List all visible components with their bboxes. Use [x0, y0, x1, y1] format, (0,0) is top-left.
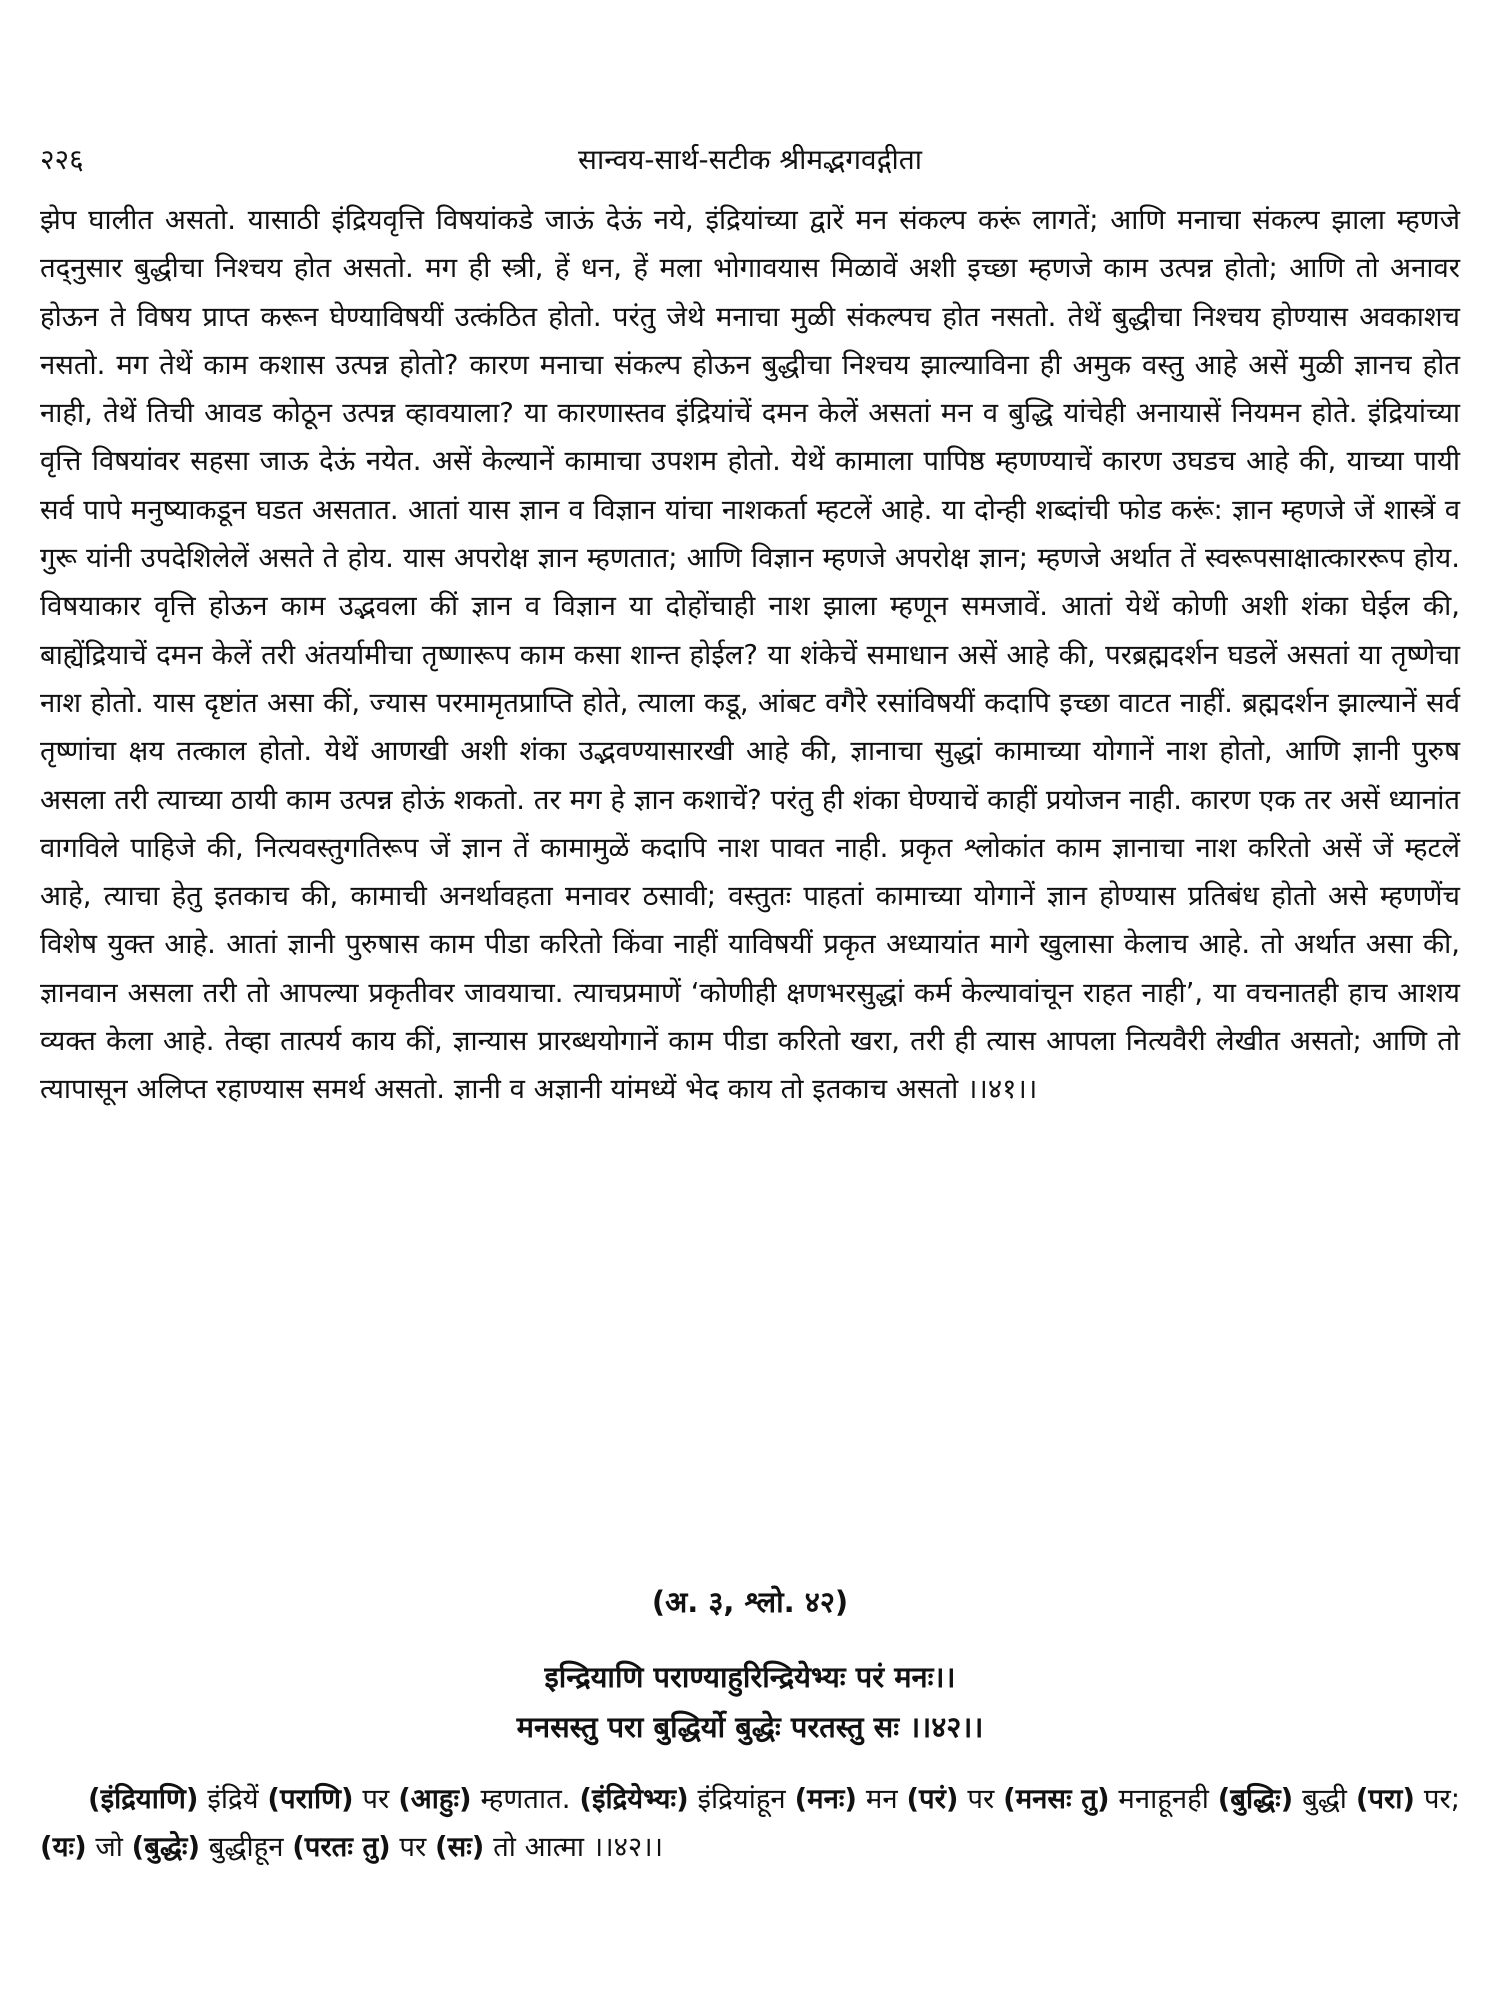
verse-reference: (अ. ३, श्लो. ४२) [651, 1585, 849, 1619]
sanskrit-word: (मनः) [794, 1783, 857, 1815]
word-meaning-paragraph [40, 1775, 1460, 1872]
book-title: सान्वय-सार्थ-सटीक श्रीमद्भगवद्गीता [578, 143, 922, 176]
running-head [40, 138, 1460, 182]
marathi-gloss: म्हणतात. [471, 1783, 580, 1815]
marathi-gloss: जो [86, 1831, 132, 1864]
sanskrit-word: (बुद्धिः) [1217, 1783, 1294, 1815]
sanskrit-word: (यः) [40, 1831, 87, 1864]
sanskrit-word: (सः) [435, 1831, 485, 1864]
sanskrit-word: (परतः तु) [292, 1831, 391, 1864]
commentary-paragraph: झेप घालीत असतो. यासाठी इंद्रियवृत्ति विषयांकडे जाऊं देऊं नये, इंद्रियांच्या द्वारें मन संकल्प करूं लागतें; आणि मनाचा संकल्प झाला म्हणजे तद्नुसार बुद्धीचा निश्चय होत असतो. मग ही स्त्री, हें धन, हें मला भोगावयास मिळावें अशी इच्छा म्हणजे काम उत्पन्न होतो; आणि तो अनावर होऊन ते विषय प्राप्त करून घेण्याविषयीं उत्कंठित होतो. परंतु जेथे मनाचा मुळी संकल्पच होत नसतो. तेथें बुद्धीचा निश्चय होण्यास अवकाशच नसतो. मग तेथें काम कशास उत्पन्न होतो? कारण मनाचा संकल्प होऊन बुद्धीचा निश्चय झाल्याविना ही अमुक वस्तु आहे असें मुळी ज्ञानच होत नाही, तेथें तिची आवड कोठून उत्पन्न व्हावयाला? या कारणास्तव इंद्रियांचें दमन केलें असतां मन व बुद्धि यांचेही अनायासें नियमन होते. इंद्रियांच्या वृत्ति विषयांवर सहसा जाऊ देऊं नयेत. असें केल्यानें कामाचा उपशम होतो. येथें कामाला पापिष्ठ म्हणण्याचें कारण उघडच आहे की, याच्या पायी सर्व पापे मनुष्याकडून घडत असतात. आतां यास ज्ञान व विज्ञान यांचा नाशकर्ता म्हटलें आहे. या दोन्ही शब्दांची फोड करूं: ज्ञान म्हणजे जें शास्त्रें व गुरू यांनी उपदेशिलेलें असते ते होय. यास अपरोक्ष ज्ञान म्हणतात; आणि विज्ञान म्हणजे अपरोक्ष ज्ञान; म्हणजे अर्थात तें स्वरूपसाक्षात्काररूप होय. विषयाकार वृत्ति होऊन काम उद्भवला कीं ज्ञान व विज्ञान या दोहोंचाही नाश झाला म्हणून समजावें. आतां येथें कोणी अशी शंका घेईल की, बाह्येंद्रियाचें दमन केलें तरी अंतर्यामीचा तृष्णारूप काम कसा शान्त होईल? या शंकेचें समाधान असें आहे की, परब्रह्मदर्शन घडलें असतां या तृष्णेचा नाश होतो. यास दृष्टांत असा कीं, ज्यास परमामृतप्राप्ति होते, त्याला कडू, आंबट वगैरे रसांविषयीं कदापि इच्छा वाटत नाहीं. ब्रह्मदर्शन झाल्यानें सर्व तृष्णांचा क्षय तत्काल होतो. येथें आणखी अशी शंका उद्भवण्यासारखी आहे की, ज्ञानाचा सुद्धां कामाच्या योगानें नाश होतो, आणि ज्ञानी पुरुष असला तरी त्याच्या ठायी काम उत्पन्न होऊं शकतो. तर मग हे ज्ञान कशाचें? परंतु ही शंका घेण्याचें काहीं प्रयोजन नाही. कारण एक तर असें ध्यानांत वागविले पाहिजे की, नित्यवस्तुगतिरूप जें ज्ञान तें कामामुळें कदापि नाश पावत नाही. प्रकृत श्लोकांत काम ज्ञानाचा नाश करितो असें जें म्हटलें आहे, त्याचा हेतु इतकाच की, कामाची अनर्थावहता मनावर ठसावी; वस्तुतः पाहतां कामाच्या योगानें ज्ञान होण्यास प्रतिबंध होतो असे म्हणणेंच विशेष युक्त आहे. आतां ज्ञानी पुरुषास काम पीडा करितो किंवा नाहीं याविषयीं प्रकृत अध्यायांत मागे खुलासा केलाच आहे. तो अर्थात असा की, ज्ञानवान असला तरी तो आपल्या प्रकृतीवर जावयाचा. त्याचप्रमाणें ‘कोणीही क्षणभरसुद्धां कर्म केल्यावांचून राहत नाही’, या वचनातही हाच आशय व्यक्त केला आहे. तेव्हा तात्पर्य काय कीं, ज्ञान्यास प्रारब्धयोगानें काम पीडा करितो खरा, तरी ही त्यास आपला नित्यवैरी लेखीत असतो; आणि तो त्यापासून अलिप्त रहाण्यास समर्थ असतो. ज्ञानी व अज्ञानी यांमध्यें भेद काय तो इतकाच असतो ।।४१।। [40, 204, 1460, 1106]
sanskrit-word: (परं) [906, 1783, 959, 1815]
marathi-gloss: पर [958, 1783, 1004, 1815]
marathi-gloss: इंद्रियें [198, 1783, 268, 1815]
marathi-gloss: पर [353, 1783, 399, 1815]
verse-line-1: इन्द्रियाणि पराण्याहुरिन्द्रियेभ्यः परं मनः।। [544, 1660, 956, 1694]
sanskrit-word: (बुद्धेः) [131, 1831, 201, 1864]
sanskrit-word: (आहुः) [398, 1783, 472, 1815]
sanskrit-word: (मनसः तु) [1003, 1783, 1110, 1815]
verse-line-2: मनसस्तु परा बुद्धिर्यो बुद्धेः परतस्तु सः ।।४२।। [516, 1710, 984, 1744]
marathi-gloss: इंद्रियांहून [688, 1783, 795, 1815]
marathi-gloss: बुद्धीहून [200, 1831, 293, 1864]
sanskrit-word: (इंद्रियाणि) [88, 1783, 199, 1815]
marathi-gloss: तो आत्मा ।।४२।। [484, 1831, 664, 1864]
page-number: २२६ [40, 143, 84, 176]
sanskrit-word: (इंद्रियेभ्यः) [579, 1783, 689, 1815]
sanskrit-word: (परा) [1355, 1783, 1415, 1815]
marathi-gloss: मनाहूनही [1109, 1783, 1218, 1815]
marathi-gloss: मन [857, 1783, 907, 1815]
sanskrit-word: (पराणि) [267, 1783, 354, 1815]
marathi-gloss: पर [390, 1831, 436, 1864]
marathi-gloss: पर; [1414, 1783, 1460, 1815]
marathi-gloss: बुद्धी [1293, 1783, 1356, 1815]
sanskrit-verse [0, 1652, 1500, 1752]
